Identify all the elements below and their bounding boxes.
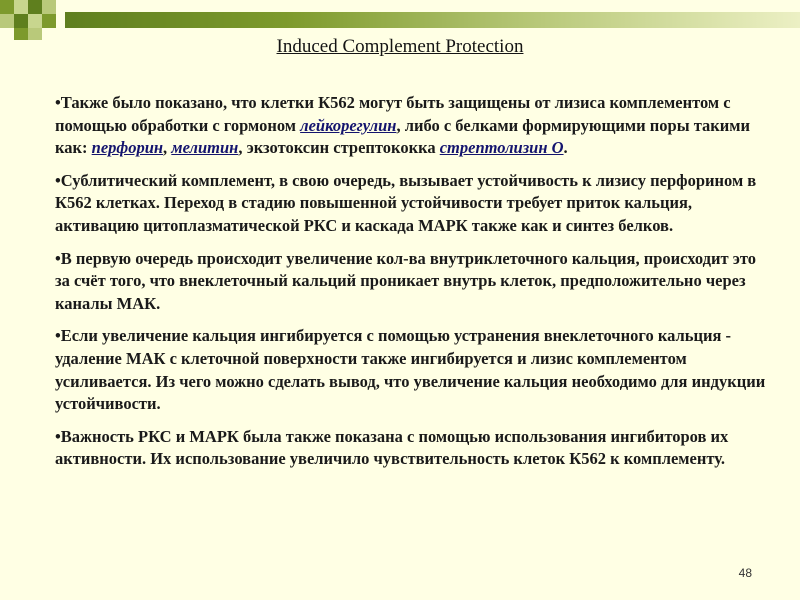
term-streptolysin-o: стрептолизин О — [439, 138, 564, 158]
text-run: , — [163, 138, 172, 158]
decor-square — [14, 14, 28, 28]
paragraph-3: •В первую очередь происходит увеличение кол-ва внутриклеточного кальция, происходит это за счёт того, что внеклеточный кальций проникает внутрь клеток, предположительно через каналы МАК. — [55, 248, 756, 313]
decorative-header-band — [0, 0, 800, 40]
decor-square — [28, 14, 42, 28]
slide-body — [55, 92, 767, 481]
term-perforin: перфорин — [91, 138, 164, 158]
decor-square — [0, 0, 14, 14]
paragraph-1 — [55, 92, 767, 160]
term-melittin: мелитин — [171, 138, 239, 158]
decor-square — [0, 14, 14, 28]
decor-square — [42, 14, 56, 28]
text-run: , либо с белками формирующими поры такими как: — [55, 115, 751, 158]
decor-square — [14, 0, 28, 14]
text-run: . — [563, 138, 568, 158]
paragraph-2: •Сублитический комплемент, в свою очередь, вызывает устойчивость к лизису перфорином в К562 клетках. Переход в стадию повышенной устойчивости требует приток кальция, активацию цитоплазматической РКС и каскада МАРК также как и синтез белков. — [55, 170, 757, 235]
paragraph-5: •Важность РКС и МАРК была также показана с помощью использования ингибиторов их активности. Их использование увеличило чувствительность клеток К562 к комплементу. — [55, 426, 729, 469]
decor-square — [28, 0, 42, 14]
gradient-strip — [65, 12, 800, 28]
text-run: •Также было показано, что клетки К562 могут быть защищены от лизиса комплементом с помощью обработки с гормоном — [55, 93, 731, 135]
paragraph-4: •Если увеличение кальция ингибируется с помощью устранения внеклеточного кальция - удаление МАК с клеточной поверхности также ингибируется и лизис комплементом усиливается. Из чего можно сделать вывод, что увеличение кальция необходимо для индукции устойчивости. — [55, 326, 766, 414]
text-run: , экзотоксин стрептококка — [238, 138, 440, 158]
slide-title: Induced Complement Protection — [276, 36, 524, 57]
term-leukoregulin: лейкорегулин — [300, 115, 397, 135]
decor-square — [42, 0, 56, 14]
page-number: 48 — [738, 566, 752, 580]
